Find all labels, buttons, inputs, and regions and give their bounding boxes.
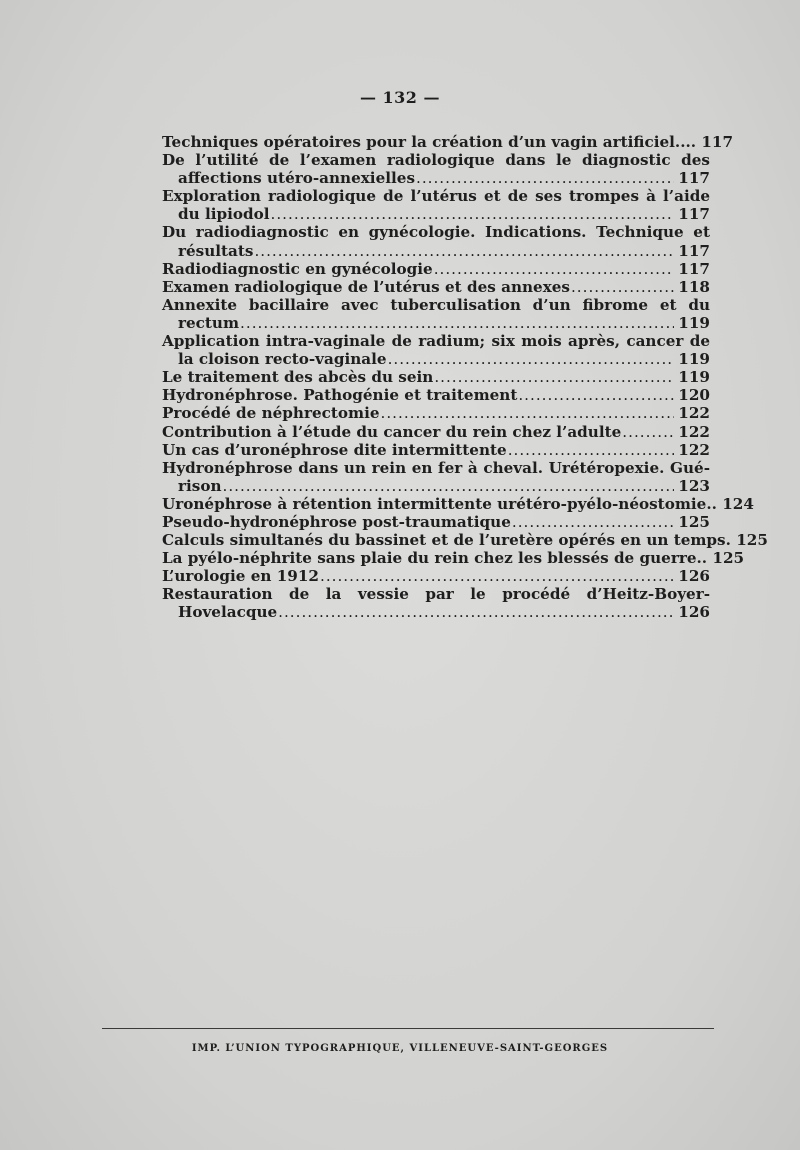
toc-entry (162, 187, 710, 223)
toc-entry-title: rison (178, 476, 222, 495)
toc-leader-dots (320, 567, 674, 585)
toc-leader-dots (518, 386, 674, 404)
toc-entry-title: Examen radiologique de l’utérus et des annexes (162, 277, 570, 296)
toc-page-number: 123 (678, 476, 710, 495)
toc-entry-last-line (162, 603, 710, 621)
toc-entry (162, 459, 710, 495)
toc-page-number: 119 (678, 368, 710, 387)
toc-entry-last-line (162, 133, 734, 151)
toc-entry-title: la cloison recto-vaginale (178, 350, 387, 369)
toc-page-number: 122 (678, 422, 710, 441)
toc-entry (162, 260, 710, 278)
toc-entry-last-line (162, 205, 710, 223)
toc-entry (162, 404, 710, 422)
toc-entry-last-line (162, 441, 710, 459)
toc-leader-dots (223, 477, 675, 495)
footer-rule (102, 1028, 714, 1029)
toc-page-number: 117 (678, 241, 710, 260)
toc-entry-title: Le traitement des abcès du sein (162, 368, 434, 387)
toc-entry (162, 368, 710, 386)
toc-entry-title: L’urologie en 1912 (162, 567, 319, 586)
toc-entry-title: Hovelacque (178, 603, 278, 622)
toc-leader-dots (240, 314, 674, 332)
toc-leader-dots (622, 423, 674, 441)
toc-page-number: 124 (722, 494, 754, 513)
toc-entry-last-line (162, 513, 710, 531)
toc-entry (162, 513, 710, 531)
toc-entry-last-line (162, 278, 710, 296)
toc-entry-title: Un cas d’uronéphrose dite intermittente (162, 440, 507, 459)
toc-entry (162, 494, 754, 513)
toc-entry-line (162, 296, 710, 314)
toc-entry-line (162, 332, 710, 350)
toc-entry-title: Annexite bacillaire avec tuberculisation d’un fibrome et du (162, 295, 710, 314)
toc-page-number: 125 (678, 512, 710, 531)
toc-page-number: 125 (712, 549, 745, 568)
toc-entry-title: Procédé de néphrectomie (162, 404, 380, 423)
toc-page-number: 122 (678, 440, 710, 459)
toc-entry-last-line (162, 494, 754, 513)
toc-entry-title: Techniques opératoires pour la création d’un vagin artificiel.... (162, 133, 697, 151)
toc-page-number: 117 (678, 169, 710, 188)
toc-entry (162, 151, 710, 187)
toc-entry (162, 423, 710, 441)
toc-entry-title: rectum (178, 313, 240, 332)
toc-leader-dots (434, 260, 674, 278)
toc-page-number: 125 (736, 531, 768, 550)
printer-imprint: IMP. L’UNION TYPOGRAPHIQUE, VILLENEUVE-SAINT-GEORGES (191, 1043, 609, 1054)
toc-entry-last-line (162, 260, 710, 278)
toc-leader-dots (571, 278, 674, 296)
toc-entry-line (162, 187, 710, 205)
toc-entry (162, 133, 734, 151)
toc-page-number: 126 (678, 567, 710, 586)
toc-leader-dots (416, 169, 674, 187)
toc-leader-dots (434, 368, 674, 386)
toc-entry-title: Hydronéphrose. Pathogénie et traitement (162, 386, 518, 405)
toc-entry (162, 296, 710, 332)
toc-entry (162, 567, 710, 585)
toc-entry (162, 531, 768, 550)
toc-entry-title: Application intra-vaginale de radium; six mois après, cancer de (162, 332, 710, 351)
toc-page-number: 117 (701, 133, 734, 151)
toc-page-number: 119 (678, 313, 710, 332)
toc-entry-title: Restauration de la vessie par le procédé d’Heitz-Boyer- (162, 585, 710, 604)
toc-leader-dots (278, 603, 674, 621)
toc-entry-title: Du radiodiagnostic en gynécologie. Indications. Technique et (162, 223, 710, 242)
table-of-contents (162, 133, 768, 622)
toc-page-number: 118 (678, 277, 710, 296)
toc-entry-line (162, 223, 710, 241)
toc-entry (162, 386, 710, 404)
page-number: — 132 — (359, 88, 441, 107)
toc-entry (162, 549, 745, 568)
toc-entry-title: Hydronéphrose dans un rein en fer à cheval. Urétéropexie. Gué- (162, 458, 710, 477)
toc-leader-dots (271, 205, 674, 223)
toc-entry (162, 585, 710, 621)
toc-page-number: 126 (678, 603, 710, 622)
toc-entry-last-line (162, 549, 745, 568)
toc-entry-last-line (162, 242, 710, 260)
toc-entry-title: Uronéphrose à rétention intermittente urétéro-pyélo-néostomie.. (162, 494, 717, 513)
toc-entry-title: Radiodiagnostic en gynécologie (162, 259, 433, 278)
toc-page-number: 117 (678, 259, 710, 278)
toc-leader-dots (254, 242, 674, 260)
toc-entry-line (162, 459, 710, 477)
toc-entry-last-line (162, 531, 768, 550)
toc-entry-title: Contribution à l’étude du cancer du rein chez l’adulte (162, 422, 622, 441)
toc-entry (162, 278, 710, 296)
toc-entry-title: De l’utilité de l’examen radiologique dans le diagnostic des (162, 151, 710, 170)
toc-entry-title: Calculs simultanés du bassinet et de l’uretère opérés en un temps. (162, 531, 731, 550)
toc-entry-last-line (162, 386, 710, 404)
toc-page-number: 119 (678, 350, 710, 369)
toc-entry-title: résultats (178, 241, 254, 260)
toc-entry-line (162, 585, 710, 603)
toc-entry-last-line (162, 314, 710, 332)
toc-entry-title: La pyélo-néphrite sans plaie du rein chez les blessés de guerre.. (162, 549, 708, 568)
toc-page-number: 117 (678, 205, 710, 224)
toc-entry-last-line (162, 567, 710, 585)
toc-entry-title: affections utéro-annexielles (178, 169, 415, 188)
toc-leader-dots (381, 404, 674, 422)
toc-entry-last-line (162, 350, 710, 368)
toc-entry-last-line (162, 368, 710, 386)
toc-entry-line (162, 151, 710, 169)
toc-entry-last-line (162, 169, 710, 187)
toc-entry (162, 223, 710, 259)
toc-leader-dots (512, 513, 674, 531)
toc-entry-last-line (162, 423, 710, 441)
toc-entry-title: du lipiodol (178, 205, 270, 224)
toc-entry (162, 441, 710, 459)
toc-leader-dots (508, 441, 674, 459)
toc-leader-dots (388, 350, 674, 368)
toc-entry (162, 332, 710, 368)
toc-entry-title: Exploration radiologique de l’utérus et de ses trompes à l’aide (162, 187, 710, 206)
toc-entry-last-line (162, 477, 710, 495)
toc-entry-last-line (162, 404, 710, 422)
toc-entry-title: Pseudo-hydronéphrose post-traumatique (162, 512, 511, 531)
toc-page-number: 120 (678, 386, 710, 405)
toc-page-number: 122 (678, 404, 710, 423)
